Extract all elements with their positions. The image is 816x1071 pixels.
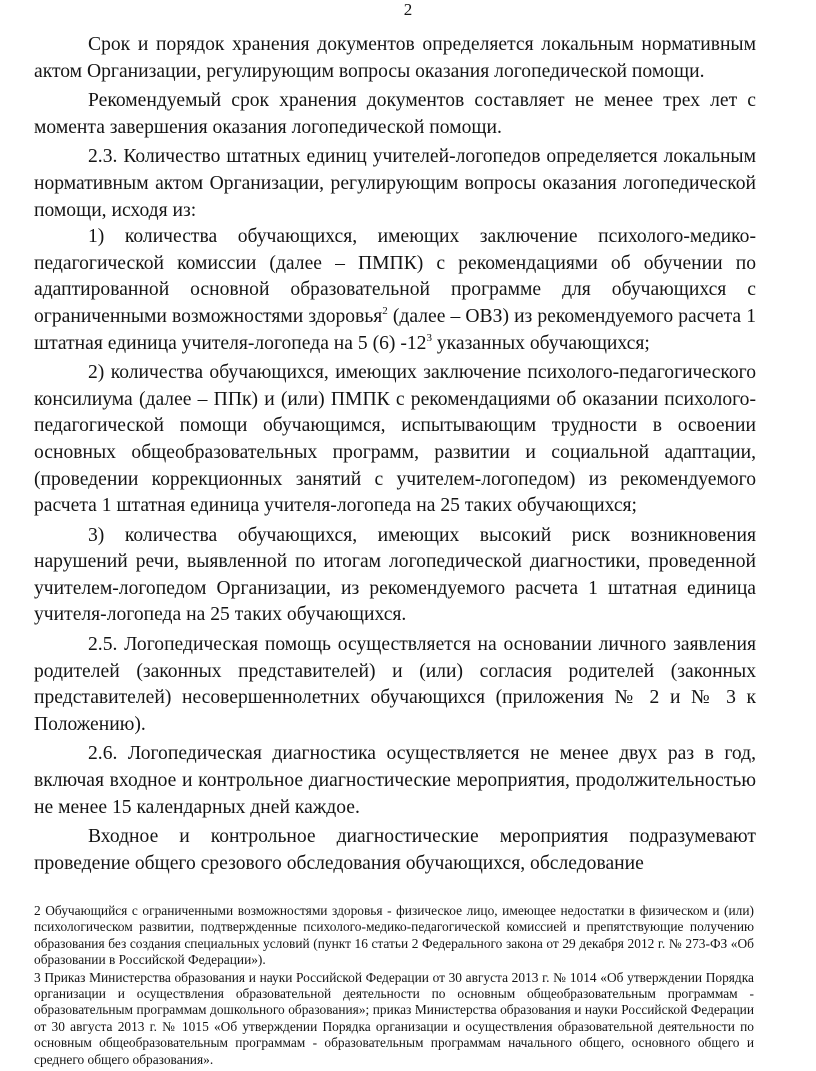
paragraph-storage-order: Срок и порядок хранения документов определяется локальным нормативным актом Организации, регулирующим вопросы оказания логопедической помощи. xyxy=(34,34,756,82)
page-number: 2 xyxy=(403,0,413,19)
footnote-3: 3 Приказ Министерства образования и науки Российской Федерации от 30 августа 2013 г. № 1014 «Об утверждении Порядка организации и осуществления образовательной деятельности по основным общеобразовательным программам - образовательным программам дошкольного образования»; приказ Министерства образования и науки Российской Федерации от 30 августа 2013 г. № 1015 «Об утверждении Порядка организации и осуществления образовательной деятельности по основным общеобразовательным программам - образовательным программам начального общего, основного общего и среднего общего образования». xyxy=(34,969,754,1067)
document-body xyxy=(34,32,756,880)
paragraph-item-3: 3) количества обучающихся, имеющих высокий риск возникновения нарушений речи, выявленной по итогам логопедической диагностики, проведенной учителем-логопедом Организации, из рекомендуемого расчета 1 штатная единица учителя-логопеда на 25 таких обучающихся. xyxy=(34,524,756,626)
paragraph-storage-term: Рекомендуемый срок хранения документов составляет не менее трех лет с момента завершения оказания логопедической помощи. xyxy=(34,90,756,138)
paragraph-diagnostics: Входное и контрольное диагностические мероприятия подразумевают проведение общего срезового обследования обучающихся, обследование xyxy=(34,826,756,874)
footnote-ref-2: 2 xyxy=(382,304,388,317)
paragraph-item-2: 2) количества обучающихся, имеющих заключение психолого-педагогического консилиума (далее – ППк) и (или) ПМПК с рекомендациями об оказании психолого-педагогической помощи обучающимся, испытывающим трудности в освоении основных общеобразовательных программ, развитии и социальной адаптации, (проведении коррекционных занятий с учителем-логопедом) из рекомендуемого расчета 1 штатная единица учителя-логопеда на 25 таких обучающихся; xyxy=(34,362,756,517)
item-1-text-b: (далее – ОВЗ) из рекомендуемого расчета 1 штатная единица учителя-логопеда на 5 (6) -12 xyxy=(34,305,756,354)
footnote-ref-3: 3 xyxy=(426,331,432,344)
item-1-text-a: 1) количества обучающихся, имеющих заключение психолого-медико-педагогической комиссии (далее – ПМПК) с рекомендациями об обучении по адаптированной основной образовательной программе для обучающихся с ограниченными возможностями здоровья xyxy=(34,226,756,327)
footnotes xyxy=(34,903,754,1069)
footnote-2: 2 Обучающийся с ограниченными возможностями здоровья - физическое лицо, имеющее недостатки в физическом и (или) психологическом развитии, подтвержденные психолого-медико-педагогической комиссией и препятствующие получению образования без создания специальных условий (пункт 16 статьи 2 Федерального закона от 29 декабря 2012 г. № 273-ФЗ «Об образовании в Российской Федерации»). xyxy=(34,903,754,968)
item-1-text-c: указанных обучающихся; xyxy=(431,332,650,354)
paragraph-2-5: 2.5. Логопедическая помощь осуществляется на основании личного заявления родителей (законных представителей) и (или) согласия родителей (законных представителей) несовершеннолетних обучающихся (приложения № 2 и № 3 к Положению). xyxy=(34,634,756,735)
paragraph-2-6: 2.6. Логопедическая диагностика осуществляется не менее двух раз в год, включая входное и контрольное диагностические мероприятия, продолжительностью не менее 15 календарных дней каждое. xyxy=(34,743,756,818)
paragraph-2-3: 2.3. Количество штатных единиц учителей-логопедов определяется локальным нормативным актом Организации, регулирующим вопросы оказания логопедической помощи, исходя из: xyxy=(34,146,756,221)
paragraph-item-1 xyxy=(34,224,756,357)
